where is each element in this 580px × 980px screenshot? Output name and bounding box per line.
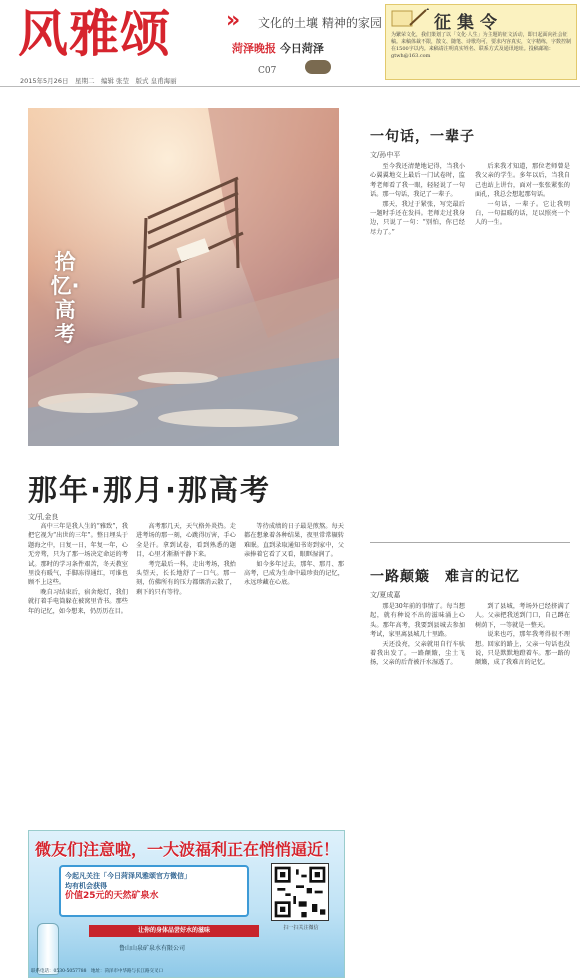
masthead-divider — [0, 86, 580, 87]
main-article-column-3 — [244, 522, 344, 822]
side-article-2-column-1 — [370, 602, 465, 972]
side-article-1-headline: 一句话，一辈子 — [370, 129, 475, 145]
notice-text: 为繁荣文化，我们策划了以「文化·人生」为主题的征文活动，即日起面向社会征稿。来稿体裁不限，散文、随笔、诗歌均可，要求内容真实，文字精练，字数控制在1500字以内。来稿请注明真实姓名、联系方式及通讯地址。投稿邮箱：gtwh@163.com — [391, 32, 572, 59]
paragraph: 等待成绩的日子最是煎熬。每天都在想象着各种结果，夜里常常辗转难眠。直到录取通知书寄到家中，父亲捧着它看了又看，眼眶湿润了。 — [244, 523, 344, 559]
section-slogan: 文化的土壤 精神的家园 — [258, 16, 382, 30]
side-article-1-column-2 — [475, 162, 570, 532]
ad-offer-box — [59, 865, 249, 917]
call-for-submissions-box — [385, 4, 577, 80]
section-logo: 风雅颂 — [18, 5, 171, 63]
paragraph: 高考那几天，天气格外炎热。走进考场的那一刻，心跳得厉害，手心全是汗。拿到试卷，看到熟悉的题目，心里才渐渐平静下来。 — [136, 523, 236, 559]
ad-company: 鲁山山泉矿泉水有限公司 — [119, 945, 186, 952]
ad-footer: 联系电话：0530-5057788 地址：菏泽市中华路与长江路交叉口 — [31, 969, 164, 974]
side-article-2-headline: 一路颠簸 难言的记忆 — [370, 569, 520, 585]
main-article-column-2 — [136, 522, 236, 822]
paragraph: 一句话，一辈子。它让我明白，一句温暖的话，足以照亮一个人的一生。 — [475, 200, 570, 227]
paragraph: 考完最后一科，走出考场，我抬头望天，长长地舒了一口气。那一刻，仿佛所有的压力都烟消云散了，剩下的只有等待。 — [136, 560, 236, 596]
ad-offer-line-1: 今起凡关注「今日菏泽风雅颂官方微信」 — [65, 872, 191, 880]
paragraph: 到了县城，考场外已经挤满了人。父亲把我送到门口，自己蹲在树荫下，一等就是一整天。 — [475, 603, 570, 629]
seal-icon — [305, 60, 331, 74]
newspaper-brand — [232, 40, 324, 56]
ad-headline: 微友们注意啦，一大波福利正在悄悄逼近！ — [35, 840, 340, 859]
side-article-2-column-2 — [475, 602, 570, 972]
side-divider — [370, 542, 570, 543]
paragraph: 至今我还清楚地记得，当我小心翼翼地交上最后一门试卷时，监考老师看了我一眼，轻轻说了一句话。那一句话，我记了一辈子。 — [370, 163, 465, 199]
brand-name: 菏泽晚报 — [232, 42, 276, 55]
advertisement — [28, 830, 345, 978]
ad-banner: 让你的身体品尝好水的滋味 — [89, 925, 259, 937]
paragraph: 说来也巧，那年我考得很不理想。回家的路上，父亲一句话也没说，只是默默地蹬着车。那一路的颠簸，成了我难言的记忆。 — [475, 631, 570, 667]
paragraph: 后来我才知道，那位老师曾是我父亲的学生。多年以后，当我自己也站上讲台，面对一张张紧张的面孔，我总会想起那句话。 — [475, 163, 570, 199]
paragraph: 那是30年前的事情了。每当想起，就有种说不出的滋味涌上心头。那年高考，我要到县城去参加考试，家里离县城几十里路。 — [370, 603, 465, 639]
feature-illustration — [28, 108, 339, 446]
section-kicker: 拾忆·高考 — [50, 250, 80, 346]
paragraph: 如今多年过去，那年、那月、那高考，已成为生命中最珍贵的记忆，永远珍藏在心底。 — [244, 560, 344, 587]
main-headline: 那年·那月·那高考 — [28, 473, 272, 507]
side-article-1-column-1 — [370, 162, 465, 532]
ad-offer-highlight: 价值25元的天然矿泉水 — [65, 891, 159, 901]
main-article-column-1 — [28, 522, 128, 822]
paragraph: 天还没亮，父亲就用自行车驮着我出发了。一路颠簸，尘土飞扬，父亲的后背被汗水湿透了。 — [370, 640, 465, 667]
main-byline: 文/孔金良 — [28, 513, 59, 521]
ad-offer-line-2: 均有机会获得 — [65, 882, 107, 890]
issue-info-bar: 2015年5月26日 星期二 编辑 张莹 版式 皇甫海丽 — [20, 77, 177, 85]
qr-code-icon[interactable] — [271, 863, 329, 921]
logo-arrow-icon: » — [226, 8, 241, 33]
qr-caption: 扫一扫关注微信 — [283, 925, 319, 931]
pen-and-paper-icon — [388, 7, 430, 29]
brand-sub: 今日菏泽 — [279, 42, 324, 55]
paragraph: 晚自习结束后，宿舍熄灯，我们就打着手电筒躲在被窝里背书。那些年的记忆，如今想来，仍历历在目。 — [28, 588, 128, 615]
notice-title: 征集令 — [434, 13, 503, 33]
side-article-2-byline: 文/夏成嘉 — [370, 591, 401, 599]
paragraph: 高中三年是我人生的“雅致”，我把它视为“出世的三年”。整日埋头于题海之中，日复一日，年复一年，心无旁骛，只为了那一场决定命运的考试。那时的学习条件艰苦，冬天教室里没有暖气，手脚冻得通红，可谁也顾不上这些。 — [28, 523, 128, 587]
side-article-1-byline: 文/孙中平 — [370, 151, 401, 159]
paragraph: 那天，我过于紧张，写完最后一题时手还在发抖。老师走过我身边，只说了一句：“别怕，你已经尽力了。” — [370, 200, 465, 236]
page-number: C07 — [258, 66, 277, 76]
